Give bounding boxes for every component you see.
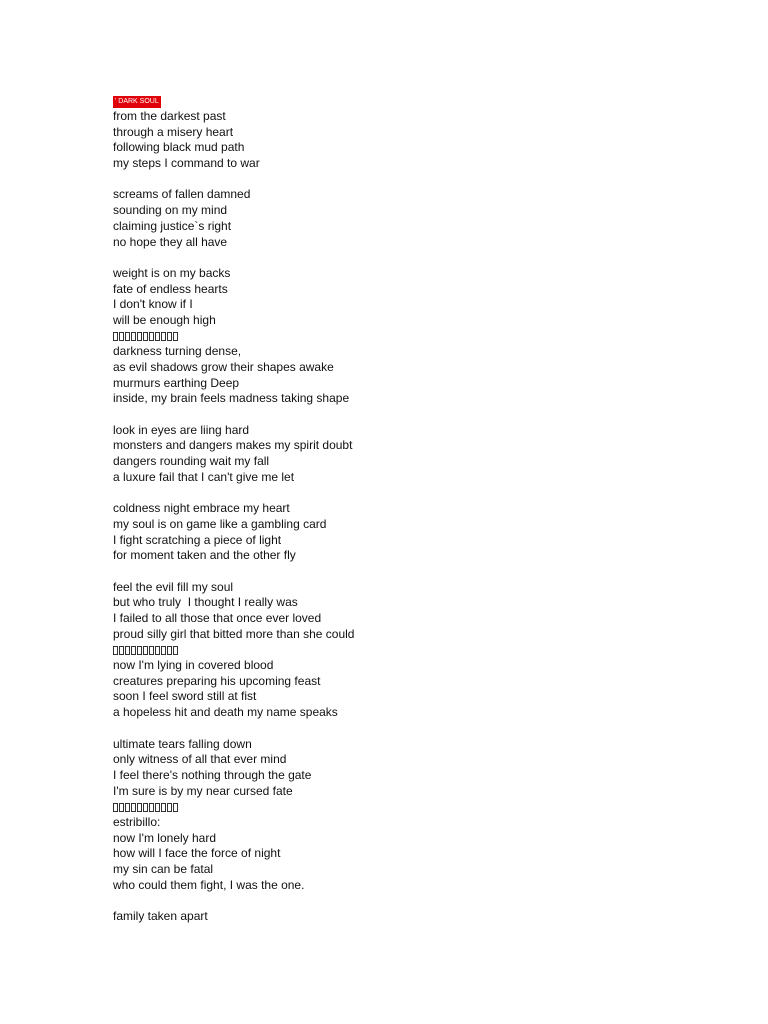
missing-glyph-box (137, 332, 142, 341)
missing-glyph-box (137, 803, 142, 812)
missing-glyph-box (125, 646, 130, 655)
poem-line: my steps I command to war (113, 156, 260, 171)
missing-glyph-box (161, 332, 166, 341)
missing-glyph-box (161, 803, 166, 812)
missing-glyph-box (149, 332, 154, 341)
title-tag: ' DARK SOUL (113, 96, 161, 108)
stanza-break (113, 407, 713, 423)
missing-glyph-box (167, 646, 172, 655)
poem-line: creatures preparing his upcoming feast (113, 673, 321, 688)
missing-glyph-box (131, 646, 136, 655)
poem-line: soon I feel sword still at fist (113, 689, 257, 704)
poem-line: my soul is on game like a gambling card (113, 516, 327, 531)
poem-line: but who truly I thought I really was (113, 595, 298, 610)
stanza-break (113, 250, 713, 266)
missing-glyph-box (149, 803, 154, 812)
poem-line: a hopeless hit and death my name speaks (113, 705, 338, 720)
poem-line: who could them fight, I was the one. (113, 877, 305, 892)
missing-glyph-box (155, 332, 160, 341)
missing-glyph-box (155, 646, 160, 655)
poem-line: I fight scratching a piece of light (113, 532, 282, 547)
missing-glyph-box (143, 646, 148, 655)
poem-line: for moment taken and the other fly (113, 548, 296, 563)
poem-line: as evil shadows grow their shapes awake (113, 360, 334, 374)
missing-glyph-box (119, 646, 124, 655)
poem-line: weight is on my backs (113, 265, 231, 280)
missing-glyph-box (167, 332, 172, 341)
poem-line: I don't know if I (113, 297, 193, 312)
poem-line: only witness of all that ever mind (113, 752, 287, 767)
poem-line: I'm sure is by my near cursed fate (113, 783, 293, 798)
poem-line: through a misery heart (113, 124, 234, 139)
poem-line: a luxure fail that I can't give me let (113, 469, 295, 484)
poem-line: darkness turning dense, (113, 344, 242, 359)
poem-line: family taken apart (113, 909, 208, 924)
missing-glyph-box (143, 803, 148, 812)
missing-glyph-box (113, 803, 118, 812)
poem-line: fate of endless hearts (113, 281, 228, 296)
poem-line: I failed to all those that once ever loved (113, 611, 322, 625)
missing-glyph-box (149, 646, 154, 655)
poem-line: I feel there's nothing through the gate (113, 767, 312, 782)
poem-line: screams of fallen damned (113, 187, 251, 202)
poem-line: my sin can be fatal (113, 862, 214, 876)
poem-line: ultimate tears falling down (113, 736, 252, 751)
poem-line: monsters and dangers makes my spirit doubt (113, 438, 353, 453)
missing-glyph-box (161, 646, 166, 655)
poem-line: claiming justice`s right (113, 218, 232, 233)
poem-line: feel the evil fill my soul (113, 579, 234, 594)
poem-line: murmurs earthing Deep (113, 375, 240, 390)
poem-line: how will I face the force of night (113, 846, 281, 861)
poem-line: inside, my brain feels madness taking shape (113, 391, 350, 406)
poem-line: no hope they all have (113, 234, 228, 249)
missing-glyph-row (113, 329, 713, 345)
poem-line: dangers rounding wait my fall (113, 454, 270, 469)
poem-line: now I'm lying in covered blood (113, 658, 274, 673)
missing-glyph-box (131, 332, 136, 341)
missing-glyph-box (119, 332, 124, 341)
missing-glyph-box (137, 646, 142, 655)
stanza-break (113, 564, 713, 580)
missing-glyph-box (125, 803, 130, 812)
poem-line: coldness night embrace my heart (113, 501, 290, 516)
missing-glyph-box (173, 646, 178, 655)
poem-line: estribillo: (113, 814, 161, 829)
missing-glyph-box (167, 803, 172, 812)
poem-line: proud silly girl that bitted more than she could (113, 626, 355, 641)
poem-line: now I'm lonely hard (113, 830, 217, 845)
missing-glyph-box (173, 332, 178, 341)
stanza-break (113, 721, 713, 737)
missing-glyph-box (113, 332, 118, 341)
stanza-break (113, 486, 713, 502)
missing-glyph-box (113, 646, 118, 655)
missing-glyph-box (173, 803, 178, 812)
missing-glyph-row (113, 642, 713, 658)
poem-body (113, 109, 713, 925)
stanza-break (113, 893, 713, 909)
missing-glyph-box (143, 332, 148, 341)
missing-glyph-box (131, 803, 136, 812)
poem-line: look in eyes are liing hard (113, 422, 250, 437)
missing-glyph-box (125, 332, 130, 341)
poem-line: will be enough high (113, 312, 216, 327)
missing-glyph-box (119, 803, 124, 812)
poem-line: following black mud path (113, 140, 245, 155)
poem-line: from the darkest past (113, 109, 226, 123)
poem-line: sounding on my mind (113, 203, 228, 218)
missing-glyph-row (113, 799, 713, 815)
stanza-break (113, 172, 713, 188)
missing-glyph-box (155, 803, 160, 812)
